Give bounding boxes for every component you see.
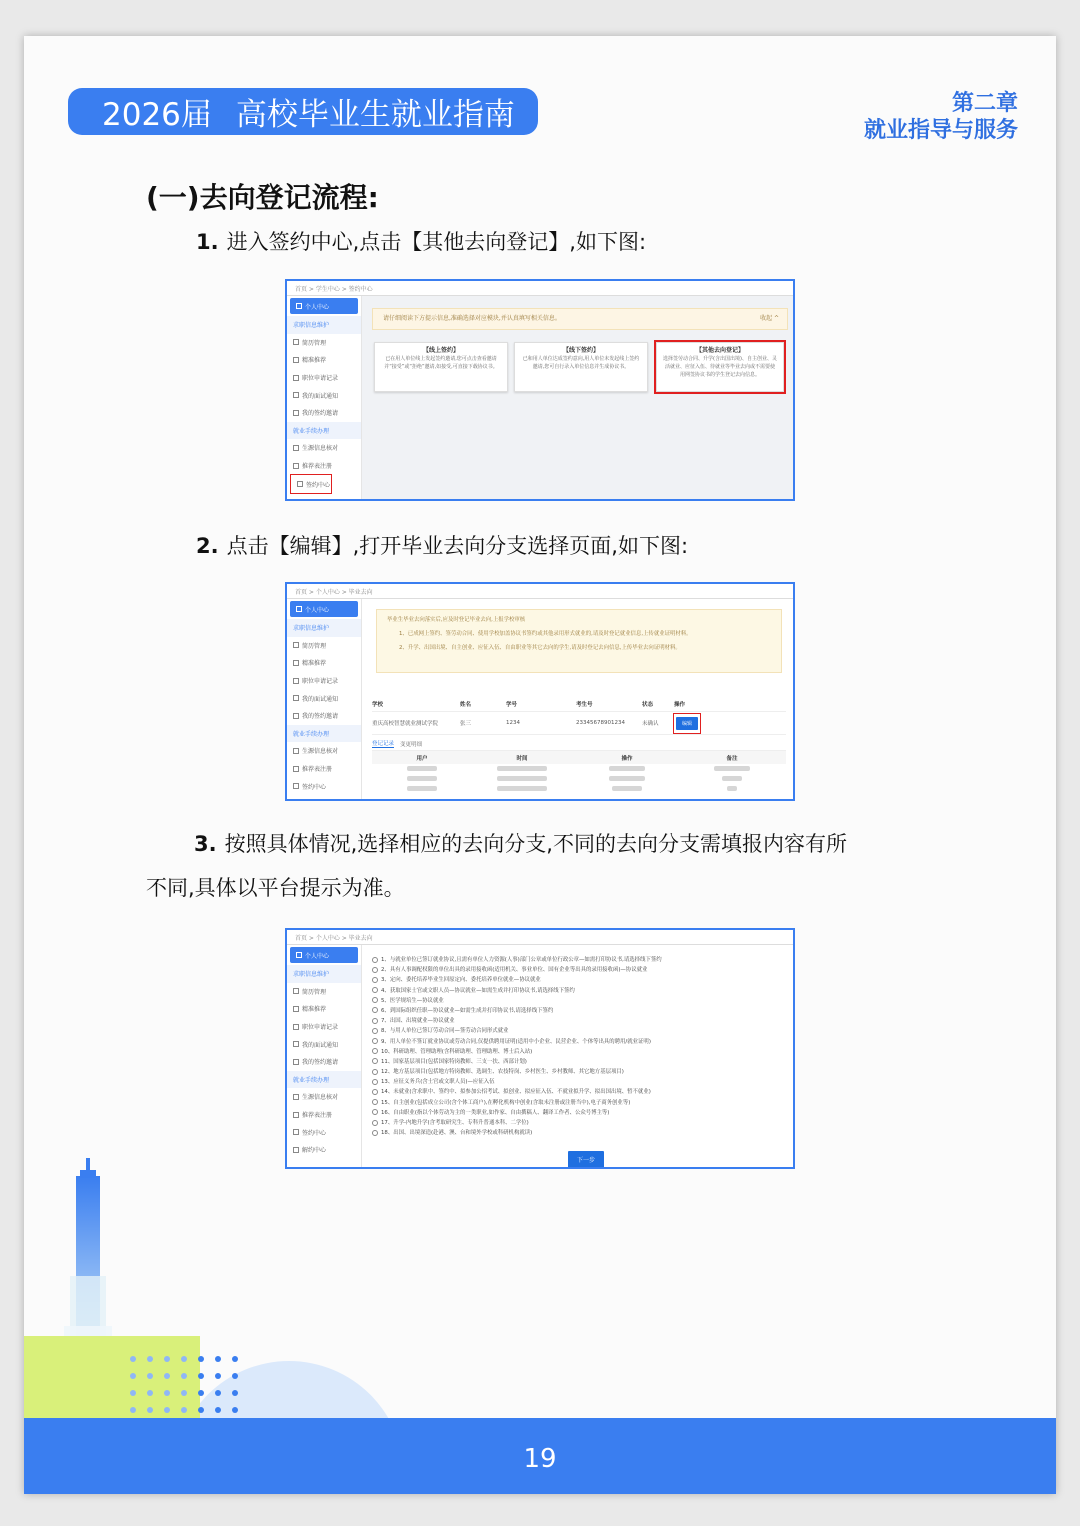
deco-dot (181, 1407, 187, 1413)
doc-icon (293, 1006, 299, 1012)
guide-year: 2026届 (102, 97, 212, 133)
deco-dot (147, 1407, 153, 1413)
card-other-destination[interactable] (656, 342, 784, 392)
table-row (372, 784, 786, 794)
sidebar-item-personal-center[interactable] (290, 298, 358, 314)
notice-text: 请仔细阅读下方提示信息,准确选择对应模块,并认真填写相关信息。 (383, 315, 561, 322)
notice-line: 1、已成网上签约、签劳动合同、使用学校加盖协议书签约或其他录用形式就业的,请及时登记就业信息,上传就业证明材料。 (399, 631, 692, 637)
step-3-text: 按照具体情况,选择相应的去向分支,不同的去向分支需填报内容有所 (224, 832, 847, 856)
step-1-number: 1. (196, 230, 219, 254)
notice-line: 2、升学、出国出境、自主创业、应征入伍、自由职业等其它去向的学生,请及时登记去向信息,上传毕业去向证明材料。 (399, 645, 681, 651)
destination-option[interactable] (372, 1006, 792, 1016)
home-icon (296, 606, 302, 612)
deco-dot (232, 1390, 238, 1396)
sidebar-group-job-info[interactable] (287, 965, 361, 983)
deco-dot (198, 1373, 204, 1379)
table-header (372, 697, 786, 712)
option-label: 12、地方基层项目(包括地方特岗教师、选调生、农技特岗、乡村医生、乡村教师、其它地方基层项目) (381, 1069, 624, 1076)
step-1-text: 进入签约中心,点击【其他去向登记】,如下图: (226, 230, 647, 254)
sidebar-item-invitations[interactable] (287, 707, 361, 725)
deco-dot (147, 1390, 153, 1396)
option-label: 16、自由职业(指以个体劳动为主的一类职业,如作家、自由撰稿人、翻译工作者、公众号博主等) (381, 1109, 610, 1116)
sidebar-item-resume[interactable] (287, 637, 361, 655)
sidebar-item-invitations[interactable] (287, 404, 361, 422)
destination-option[interactable] (372, 1108, 792, 1118)
column-header: 备注 (726, 755, 738, 762)
sidebar-label: 精准推荐 (302, 660, 327, 668)
radio-icon (372, 1089, 378, 1095)
page-number: 19 (523, 1444, 557, 1474)
destination-option[interactable] (372, 1098, 792, 1108)
home-icon (296, 952, 302, 958)
main-content (362, 296, 793, 499)
main-content (362, 599, 793, 799)
deco-dot (215, 1373, 221, 1379)
sidebar-item-source-check[interactable] (287, 439, 361, 457)
step-3-line-1 (194, 822, 847, 866)
sidebar-item-sign-center[interactable] (287, 777, 361, 795)
sidebar-label: 精准推荐 (302, 357, 327, 365)
destination-table (372, 697, 786, 794)
sidebar-label: 生源信息核对 (302, 1094, 339, 1102)
card-desc: 已在用人单位线上发起签约邀请,您可点击查看邀请并“接受”或“拒绝”邀请,如接受,可直接下载协议书。 (384, 356, 498, 370)
cell-exam-id: 23345678901234 (576, 720, 625, 726)
sidebar-label: 生源信息核对 (302, 445, 339, 453)
cell-student-id: 1234 (506, 720, 520, 726)
breadcrumb: 首页 > 个人中心 > 毕业去向 (295, 935, 373, 942)
step-2-text: 点击【编辑】,打开毕业去向分支选择页面,如下图: (226, 534, 689, 558)
sidebar-label: 我的面试通知 (302, 695, 339, 703)
deco-dot (198, 1390, 204, 1396)
doc-icon (293, 410, 299, 416)
column-header: 用户 (416, 755, 428, 762)
deco-dot (215, 1390, 221, 1396)
doc-icon (293, 1129, 299, 1135)
record-tabs (372, 737, 786, 751)
radio-icon (372, 1130, 378, 1136)
sidebar-label: 就业手续办理 (293, 427, 330, 435)
sidebar-item-recommend-form[interactable] (287, 760, 361, 778)
option-label: 4、获取国家士官或文职人员—协议就业—如需生成并打印协议书,请选择线下签约 (381, 987, 575, 994)
sidebar-group-procedures[interactable] (287, 725, 361, 743)
deco-dot (164, 1373, 170, 1379)
deco-dot (164, 1356, 170, 1362)
sidebar-group-procedures[interactable] (287, 422, 361, 440)
blurred-cell (497, 776, 547, 781)
guide-page (24, 36, 1056, 1494)
deco-dot (232, 1356, 238, 1362)
next-button[interactable]: 下一步 (568, 1151, 604, 1168)
table-row (372, 712, 786, 735)
radio-icon (372, 1058, 378, 1064)
sidebar-label: 签约中心 (302, 1129, 327, 1137)
sidebar-item-recommend[interactable] (287, 1000, 361, 1018)
radio-icon (372, 977, 378, 983)
blurred-cell (497, 766, 547, 771)
doc-icon (293, 463, 299, 469)
radio-icon (372, 1069, 378, 1075)
sidebar-item-recommend-form[interactable] (287, 457, 361, 475)
card-desc: 已和用人单位达成签约意向,用人单位未发起线上签约邀请,您可自行录入单位信息并生成协议书。 (522, 356, 640, 370)
option-label: 6、到国际组织任职—协议就业—如需生成并打印协议书,请选择线下签约 (381, 1007, 554, 1014)
step-2 (196, 530, 688, 560)
doc-icon (293, 988, 299, 994)
option-label: 5、医学规培生—协议就业 (381, 997, 444, 1004)
card-title: 【线上签约】 (422, 347, 459, 354)
step-1 (196, 226, 646, 256)
destination-option[interactable] (372, 1047, 792, 1057)
blurred-cell (407, 766, 437, 771)
card-desc: 选择签劳动合同、升学(含出国出境)、自主创业、灵活就业、应征入伍、待就业等毕业去向或不需要使用网签协议书的学生登记去向信息。 (663, 356, 777, 378)
sidebar-label: 求职信息维护 (293, 971, 330, 979)
table-row (372, 774, 786, 784)
step-2-number: 2. (196, 534, 219, 558)
sidebar-label: 就业手续办理 (293, 1076, 330, 1084)
card-title: 【其他去向登记】 (695, 347, 744, 354)
sidebar-label: 职位申请记录 (302, 678, 339, 686)
step-3-line-2: 不同,具体以平台提示为准。 (146, 876, 405, 900)
doc-icon (293, 445, 299, 451)
sidebar-label: 求职信息维护 (293, 322, 330, 330)
section-title: (一)去向登记流程: (146, 181, 379, 214)
blurred-cell (609, 766, 645, 771)
option-label: 2、具有人事调配权限的单位出具的录用接收函(适用机关、事业单位、国有企业等出具的录用接收函)—协议就业 (381, 967, 648, 974)
doc-icon (293, 375, 299, 381)
destination-option[interactable] (372, 955, 792, 965)
sidebar-label: 签约中心 (306, 481, 331, 489)
sidebar-item-resume[interactable] (287, 983, 361, 1001)
notice-line: 毕业生毕业去向落实后,应及时登记毕业去向,上报学校审核 (387, 617, 526, 623)
sidebar-label: 简历管理 (302, 988, 327, 996)
deco-dot (164, 1390, 170, 1396)
sidebar-item-interviews[interactable] (287, 689, 361, 707)
tab-registration-log[interactable]: 登记记录 (372, 741, 395, 747)
sidebar-item-interviews[interactable] (287, 386, 361, 404)
sidebar-label: 推荐表注册 (302, 766, 333, 774)
notice-banner (376, 609, 782, 673)
doc-icon (293, 660, 299, 666)
destination-option[interactable] (372, 1087, 792, 1097)
edit-button[interactable]: 编辑 (676, 717, 698, 730)
step-3-number: 3. (194, 832, 217, 856)
radio-icon (372, 987, 378, 993)
deco-dot (198, 1356, 204, 1362)
sidebar-label: 我的面试通知 (302, 392, 339, 400)
column-header: 状态 (642, 702, 654, 708)
option-label: 9、用人单位不签订就业协议或劳动合同,仅提供聘用证明(适用中小企业、民营企业、个体等出具的聘用/就业证明) (381, 1038, 651, 1045)
sidebar-group-job-info[interactable] (287, 316, 361, 334)
sidebar-item-interviews[interactable] (287, 1035, 361, 1053)
sidebar (287, 945, 362, 1167)
option-label: 11、国家基层项目(包括国家特岗教师、三支一扶、西部计划) (381, 1058, 527, 1065)
radio-icon (372, 967, 378, 973)
sidebar-label: 简历管理 (302, 642, 327, 650)
column-header: 学号 (506, 702, 518, 708)
sidebar-item-recommend-form[interactable] (287, 1106, 361, 1124)
doc-icon (293, 695, 299, 701)
sidebar-item-applications[interactable] (287, 1018, 361, 1036)
doc-icon (293, 713, 299, 719)
chapter-title: 就业指导与服务 (863, 118, 1018, 143)
sidebar-item-recommend[interactable] (287, 351, 361, 369)
column-header: 操作 (621, 755, 633, 762)
option-label: 10、科研助理、管理助理(含科研助理、管理助理、博士后入站) (381, 1048, 533, 1055)
column-header: 时间 (516, 755, 528, 762)
option-label: 7、出国、出境就业—协议就业 (381, 1018, 455, 1025)
deco-dot (130, 1407, 136, 1413)
sidebar (287, 296, 362, 499)
home-icon (296, 303, 302, 309)
doc-icon (293, 1094, 299, 1100)
deco-dot (232, 1407, 238, 1413)
sidebar-item-resume[interactable] (287, 334, 361, 352)
card-online-sign[interactable] (374, 342, 508, 392)
radio-icon (372, 1079, 378, 1085)
sidebar-label: 生源信息核对 (302, 748, 339, 756)
destination-options (372, 955, 792, 1138)
tab-change-detail[interactable]: 变更明细 (400, 741, 423, 748)
sidebar-label: 我的签约邀请 (302, 1059, 339, 1067)
sidebar-label: 推荐表注册 (302, 463, 333, 471)
card-title: 【线下签约】 (562, 347, 599, 354)
column-header: 学校 (372, 702, 384, 708)
cell-name: 张三 (460, 721, 472, 727)
doc-icon (293, 1059, 299, 1065)
sidebar-label: 简历管理 (302, 339, 327, 347)
radio-icon (372, 1120, 378, 1126)
breadcrumb: 首页 > 学生中心 > 签约中心 (295, 286, 373, 293)
main-content (362, 945, 793, 1167)
screenshot-sign-center (285, 279, 795, 501)
radio-icon (372, 1007, 378, 1013)
destination-option[interactable] (372, 1026, 792, 1036)
blurred-cell (722, 776, 742, 781)
doc-icon (293, 783, 299, 789)
sidebar-label: 个人中心 (305, 606, 330, 614)
doc-icon (293, 392, 299, 398)
blurred-cell (609, 776, 645, 781)
deco-dot (164, 1407, 170, 1413)
option-label: 1、与就业单位已签订就业协议,且需有单位人力资源(人事)部门公章或单位行政公章—如需打印协议书,请选择线下签约 (381, 957, 662, 963)
notice-banner (372, 308, 788, 330)
radio-icon (372, 1109, 378, 1115)
sidebar-label: 我的签约邀请 (302, 713, 339, 721)
chapter-heading (864, 90, 1018, 144)
chapter-number: 第二章 (951, 91, 1018, 116)
sidebar-label: 职位申请记录 (302, 375, 339, 383)
radio-icon (372, 1099, 378, 1105)
cell-school: 重庆高校智慧就业测试学院 (372, 721, 439, 727)
destination-option[interactable] (372, 1067, 792, 1077)
sidebar-item-personal-center[interactable] (290, 601, 358, 617)
column-header: 考生号 (576, 702, 593, 708)
destination-option[interactable] (372, 986, 792, 996)
doc-icon (293, 339, 299, 345)
deco-dot (147, 1356, 153, 1362)
doc-icon (293, 642, 299, 648)
destination-option[interactable] (372, 1016, 792, 1026)
blurred-cell (407, 776, 437, 781)
deco-dot (215, 1407, 221, 1413)
sidebar-label: 签约中心 (302, 783, 327, 791)
radio-icon (372, 1048, 378, 1054)
sidebar-item-source-check[interactable] (287, 742, 361, 760)
radio-icon (372, 1038, 378, 1044)
deco-dot (181, 1390, 187, 1396)
deco-dot (181, 1373, 187, 1379)
sidebar-item-sign-center[interactable] (291, 475, 331, 493)
doc-icon (293, 678, 299, 684)
radio-icon (372, 1018, 378, 1024)
sidebar-item-recommend[interactable] (287, 654, 361, 672)
log-table-header (372, 751, 786, 764)
blurred-cell (407, 786, 437, 791)
deco-dot (181, 1356, 187, 1362)
sidebar-item-source-check[interactable] (287, 1088, 361, 1106)
sidebar-label: 个人中心 (305, 952, 330, 960)
sidebar-label: 职位申请记录 (302, 1024, 339, 1032)
destination-option[interactable] (372, 1077, 792, 1087)
doc-icon (293, 357, 299, 363)
option-label: 18、出国、出境深造(赴港、澳、台和境外学校或科研机构就读) (381, 1130, 533, 1137)
breadcrumb: 首页 > 个人中心 > 毕业去向 (295, 589, 373, 596)
option-label: 14、未就业(含求职中、签约中、拟参加公招考试、拟创业、拟应征入伍、不就业拟升学、拟出国出境、暂不就业) (381, 1089, 651, 1096)
sidebar-item-invitations[interactable] (287, 1053, 361, 1071)
destination-option[interactable] (372, 1037, 792, 1047)
screenshot-destination-branch (285, 928, 795, 1169)
deco-dot (215, 1356, 221, 1362)
radio-icon (372, 1028, 378, 1034)
blurred-cell (497, 786, 547, 791)
sidebar-label: 解约中心 (302, 1147, 327, 1155)
sidebar-label: 精准推荐 (302, 1006, 327, 1014)
sidebar-label: 我的面试通知 (302, 1041, 339, 1049)
radio-icon (372, 997, 378, 1003)
sidebar (287, 599, 362, 799)
screenshot-destination (285, 582, 795, 801)
blurred-cell (612, 786, 642, 791)
deco-dot (147, 1373, 153, 1379)
sidebar-group-job-info[interactable] (287, 619, 361, 637)
sidebar-item-applications[interactable] (287, 369, 361, 387)
sidebar-label: 我的签约邀请 (302, 410, 339, 418)
destination-option[interactable] (372, 996, 792, 1006)
guide-title: 高校毕业生就业指南 (235, 97, 515, 133)
sidebar-item-personal-center[interactable] (290, 947, 358, 963)
sidebar-item-applications[interactable] (287, 672, 361, 690)
doc-icon (293, 748, 299, 754)
sidebar-label: 求职信息维护 (293, 625, 330, 633)
deco-dot (130, 1390, 136, 1396)
sidebar-label: 推荐表注册 (302, 1112, 333, 1120)
guide-title-banner (68, 88, 538, 135)
collapse-toggle[interactable]: 收起 ^ (760, 315, 779, 322)
sidebar-group-procedures[interactable] (287, 1071, 361, 1089)
doc-icon (293, 1024, 299, 1030)
table-row (372, 764, 786, 774)
option-label: 13、应征义务兵(含士官或文职人员)—应征入伍 (381, 1079, 495, 1086)
sidebar-label: 个人中心 (305, 303, 330, 311)
option-label: 3、定向、委托培养毕业生回原定向、委托培养单位就业—协议就业 (381, 977, 541, 984)
deco-dot (198, 1407, 204, 1413)
doc-icon (297, 481, 303, 487)
sidebar-label: 就业手续办理 (293, 730, 330, 738)
deco-dot (232, 1373, 238, 1379)
column-header: 姓名 (460, 702, 472, 708)
option-label: 17、升学-内地升学(含考取研究生、专科升普通本科、二学位) (381, 1120, 529, 1126)
option-label: 8、与用人单位已签订劳动合同—签劳动合同形式就业 (381, 1028, 509, 1035)
destination-option[interactable] (372, 1118, 792, 1128)
deco-dot (130, 1356, 136, 1362)
blurred-cell (727, 786, 737, 791)
cell-status: 未确认 (642, 721, 659, 727)
destination-option[interactable] (372, 1057, 792, 1067)
destination-option[interactable] (372, 965, 792, 975)
doc-icon (293, 766, 299, 772)
edit-button-wrapper (674, 714, 700, 733)
option-label: 15、自主创业(包括成立公司(含个体工商户),在孵化机构中创业(含取未注册或注册当中),电子商务创业等) (381, 1099, 631, 1106)
doc-icon (293, 1112, 299, 1118)
radio-icon (372, 957, 378, 963)
destination-option[interactable] (372, 975, 792, 985)
doc-icon (293, 1041, 299, 1047)
blurred-cell (714, 766, 750, 771)
card-offline-sign[interactable] (514, 342, 648, 392)
deco-dot (130, 1373, 136, 1379)
column-header: 操作 (674, 702, 686, 708)
